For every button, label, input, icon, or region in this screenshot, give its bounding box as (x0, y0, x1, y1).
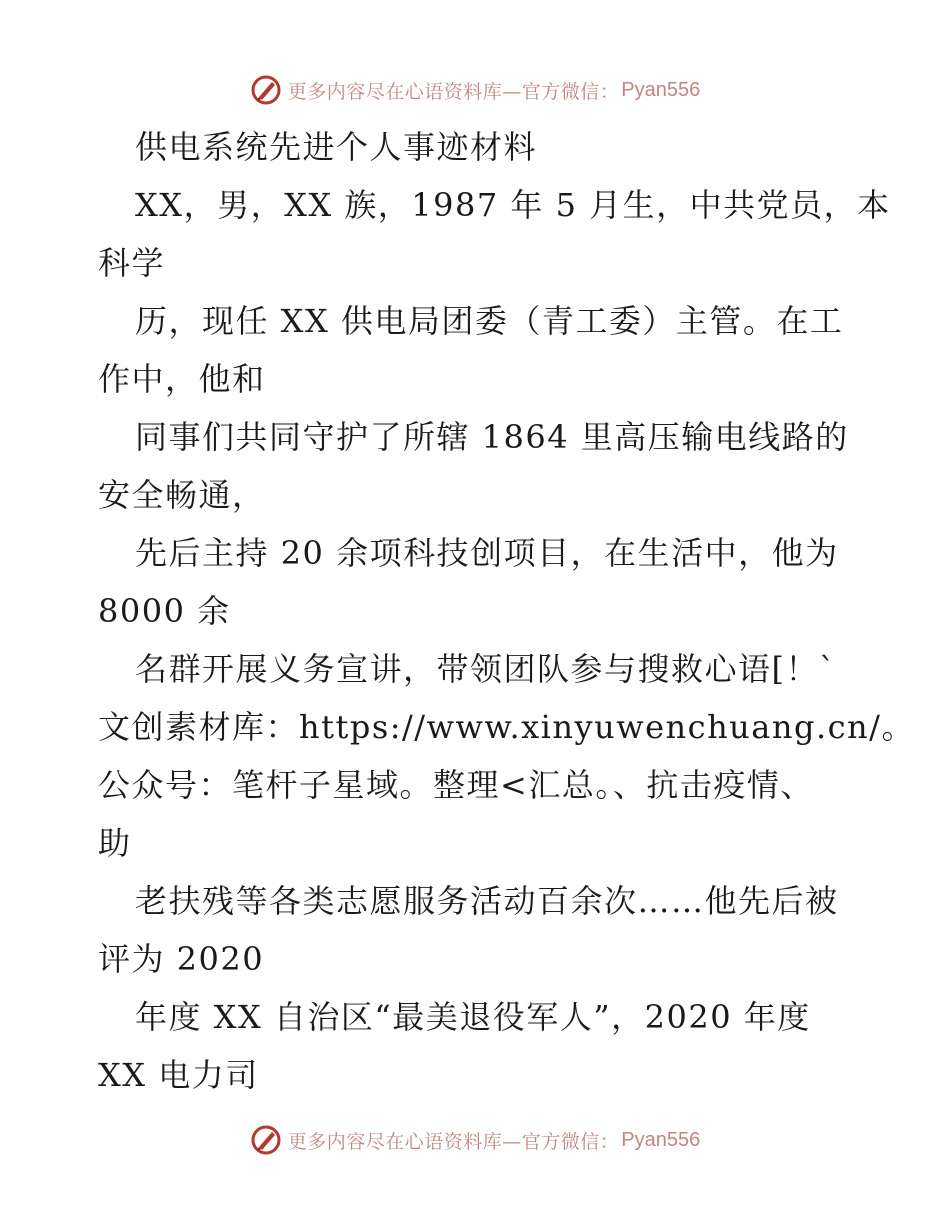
document-title: 供电系统先进个人事迹材料 (135, 128, 538, 166)
body-line: 安全畅通， (98, 476, 266, 514)
footer-banner (0, 1122, 950, 1158)
body-line: 8000 余 (98, 592, 231, 630)
body-line: XX，男，XX 族，1987 年 5 月生，中共党员，本 (135, 186, 891, 224)
header-banner-text: 更多内容尽在心语资料库—官方微信： (287, 80, 620, 103)
footer-banner-text: 更多内容尽在心语资料库—官方微信： (287, 1130, 620, 1153)
body-line: 同事们共同守护了所辖 1864 里高压输电线路的 (135, 418, 849, 456)
body-line: 评为 2020 (98, 940, 265, 978)
header-banner (0, 72, 950, 108)
document-body (98, 118, 915, 1104)
body-line: 名群开展义务宣讲，带领团队参与搜救心语[！` (135, 650, 837, 688)
body-line: 老扶残等各类志愿服务活动百余次……他先后被 (135, 882, 839, 920)
body-line: XX 电力司 (98, 1056, 259, 1094)
body-line: 历，现任 XX 供电局团委（青工委）主管。在工 (135, 302, 844, 340)
footer-wechat-id: Pyan556 (621, 1128, 701, 1151)
body-line: 公众号：笔杆子星域。整理<汇总。、抗击疫情、 (98, 766, 814, 804)
header-wechat-id: Pyan556 (621, 78, 701, 101)
pen-logo-icon (250, 74, 282, 106)
body-line: 科学 (98, 244, 166, 282)
body-line: 年度 XX 自治区“最美退役军人”，2020 年度 (135, 998, 811, 1036)
body-line-url: 文创素材库：https://www.xinyuwenchuang.cn/。 (98, 708, 915, 746)
body-line: 作中，他和 (98, 360, 266, 398)
body-line: 助 (98, 824, 132, 862)
body-line: 先后主持 20 余项科技创项目，在生活中，他为 (135, 534, 839, 572)
pen-logo-icon (250, 1124, 282, 1156)
